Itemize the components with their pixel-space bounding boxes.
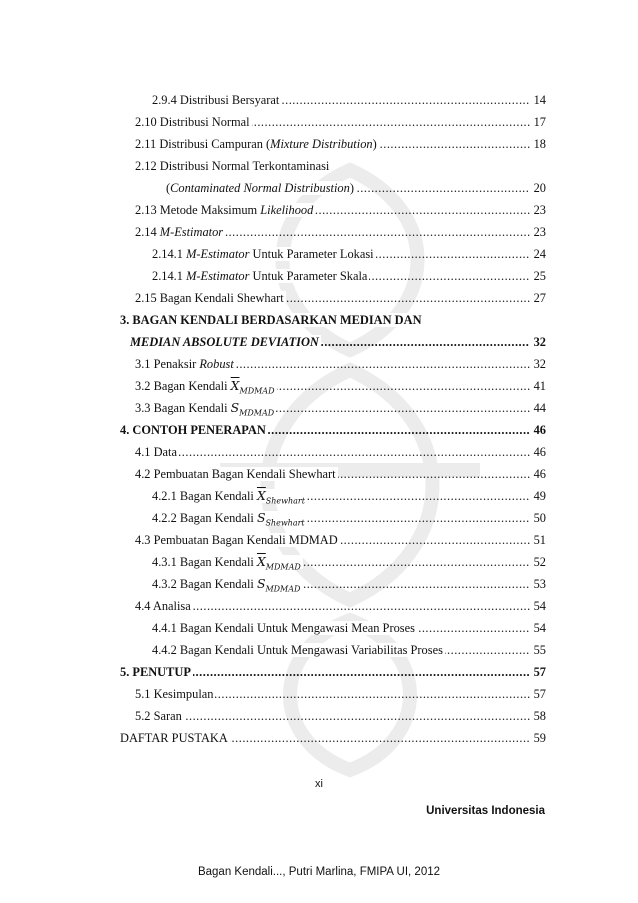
toc-entry-page: 17 (530, 112, 546, 132)
toc-entry-page: 41 (530, 376, 546, 396)
toc-entry-label: 2.10 Distribusi Normal (135, 115, 250, 129)
toc-entry[interactable] (152, 574, 546, 594)
toc-entry[interactable] (152, 508, 546, 528)
toc-entry-label: 4.4.1 Bagan Kendali Untuk Mengawasi Mean Proses (152, 621, 415, 635)
toc-entry-page: 59 (530, 728, 546, 748)
toc-entry-page: 44 (530, 398, 546, 418)
toc-entry-page: 32 (530, 332, 546, 352)
toc-entry-label: 4.3 Pembuatan Bagan Kendali MDMAD (135, 533, 338, 547)
toc-entry[interactable] (135, 112, 546, 132)
toc-entry-label: DAFTAR PUSTAKA (120, 731, 228, 745)
toc-entry-page: 51 (530, 530, 546, 550)
toc-entry-label: 2.11 Distribusi Campuran (Mixture Distribution) (135, 137, 377, 151)
toc-entry-label: 2.15 Bagan Kendali Shewhart (135, 291, 284, 305)
toc-entry-page: 18 (530, 134, 546, 154)
toc-entry-page: 24 (530, 244, 546, 264)
toc-chapter-label: 5. PENUTUP (120, 665, 191, 679)
toc-entry-label: 4.2.2 Bagan Kendali $S_{Shewhart}$ (152, 510, 305, 528)
toc-entry-label: 4.3.1 Bagan Kendali $\overline{X}_{MDMAD}$ (152, 554, 301, 572)
toc-entry[interactable] (135, 156, 546, 176)
toc-entry-page: 32 (530, 354, 546, 374)
toc-entry-page: 55 (530, 640, 546, 660)
page-number: xi (315, 778, 323, 790)
toc-entry[interactable] (152, 244, 546, 264)
toc-entry[interactable] (152, 486, 546, 506)
toc-entry[interactable] (135, 200, 546, 220)
toc-entry-label: 4.4.2 Bagan Kendali Untuk Mengawasi Variabilitas Proses (152, 643, 443, 657)
toc-entry-label: 2.13 Metode Maksimum Likelihood (135, 203, 314, 217)
toc-entry[interactable] (152, 618, 546, 638)
toc-entry[interactable] (120, 728, 546, 748)
toc-chapter[interactable] (130, 332, 546, 352)
toc-entry-page: 57 (530, 684, 546, 704)
toc-entry[interactable] (152, 90, 546, 110)
toc-entry-page: 54 (530, 596, 546, 616)
toc-entry[interactable] (135, 376, 546, 396)
toc-entry-page: 50 (530, 508, 546, 528)
toc-chapter-label: 4. CONTOH PENERAPAN (120, 423, 266, 437)
toc-entry-page: 52 (530, 552, 546, 572)
toc-entry[interactable] (135, 398, 546, 418)
toc-entry[interactable] (152, 552, 546, 572)
toc-entry-label: 5.2 Saran (135, 709, 182, 723)
toc-entry-page: 46 (530, 442, 546, 462)
toc-entry-page: 54 (530, 618, 546, 638)
toc-entry-page: 27 (530, 288, 546, 308)
toc-entry-page: 46 (530, 464, 546, 484)
toc-entry-page: 53 (530, 574, 546, 594)
toc-entry-page: 58 (530, 706, 546, 726)
toc-entry-label: 2.9.4 Distribusi Bersyarat (152, 93, 280, 107)
toc-entry-label: 2.12 Distribusi Normal Terkontaminasi (135, 159, 330, 173)
toc-entry[interactable] (135, 530, 546, 550)
toc-entry[interactable] (135, 596, 546, 616)
toc-chapter-label: MEDIAN ABSOLUTE DEVIATION (130, 335, 319, 349)
toc-entry-page: 25 (530, 266, 546, 286)
toc-entry[interactable] (135, 134, 546, 154)
toc-entry-page: 49 (530, 486, 546, 506)
toc-entry-label: 3.2 Bagan Kendali $\overline{X}_{MDMAD}$ (135, 378, 275, 396)
toc-entry[interactable] (135, 464, 546, 484)
toc-entry-page: 14 (530, 90, 546, 110)
toc-chapter[interactable] (120, 310, 546, 330)
toc-entry[interactable] (166, 178, 546, 198)
toc-entry-label: 3.3 Bagan Kendali $S_{MDMAD}$ (135, 400, 275, 418)
toc-entry-label: 2.14.1 M-Estimator Untuk Parameter Skala (152, 269, 368, 283)
footer-citation: Bagan Kendali..., Putri Marlina, FMIPA UI, 2012 (197, 866, 441, 878)
toc-entry[interactable] (152, 266, 546, 286)
toc-entry-label: 4.4 Analisa (135, 599, 191, 613)
toc-entry[interactable] (135, 288, 546, 308)
toc-entry-label: 4.2.1 Bagan Kendali $\overline{X}_{Shewhart}$ (152, 488, 305, 506)
toc-entry-label: 2.14 M-Estimator (135, 225, 224, 239)
toc-entry[interactable] (135, 442, 546, 462)
toc-entry-label: 4.3.2 Bagan Kendali $S_{MDMAD}$ (152, 576, 301, 594)
university-name: Universitas Indonesia (426, 805, 545, 817)
toc-entry-label: (Contaminated Normal Distribustion) (166, 181, 354, 195)
toc-chapter[interactable] (120, 420, 546, 440)
toc-entry[interactable] (152, 640, 546, 660)
toc-chapter-label: 3. BAGAN KENDALI BERDASARKAN MEDIAN DAN (120, 313, 422, 327)
toc-entry-label: 4.2 Pembuatan Bagan Kendali Shewhart (135, 467, 336, 481)
toc-entry[interactable] (135, 706, 546, 726)
toc-entry[interactable] (135, 222, 546, 242)
toc-entry-page: 23 (530, 222, 546, 242)
toc-entry-page: 57 (530, 662, 546, 682)
toc-entry[interactable] (135, 684, 546, 704)
toc-entry-label: 5.1 Kesimpulan (135, 687, 214, 701)
toc-chapter[interactable] (120, 662, 546, 682)
toc-entry-page: 20 (530, 178, 546, 198)
toc-entry-label: 4.1 Data (135, 445, 177, 459)
toc-entry-label: 3.1 Penaksir Robust (135, 357, 234, 371)
toc-entry-page: 46 (530, 420, 546, 440)
toc-entry-page: 23 (530, 200, 546, 220)
toc-entry[interactable] (135, 354, 546, 374)
toc-entry-label: 2.14.1 M-Estimator Untuk Parameter Lokasi (152, 247, 374, 261)
